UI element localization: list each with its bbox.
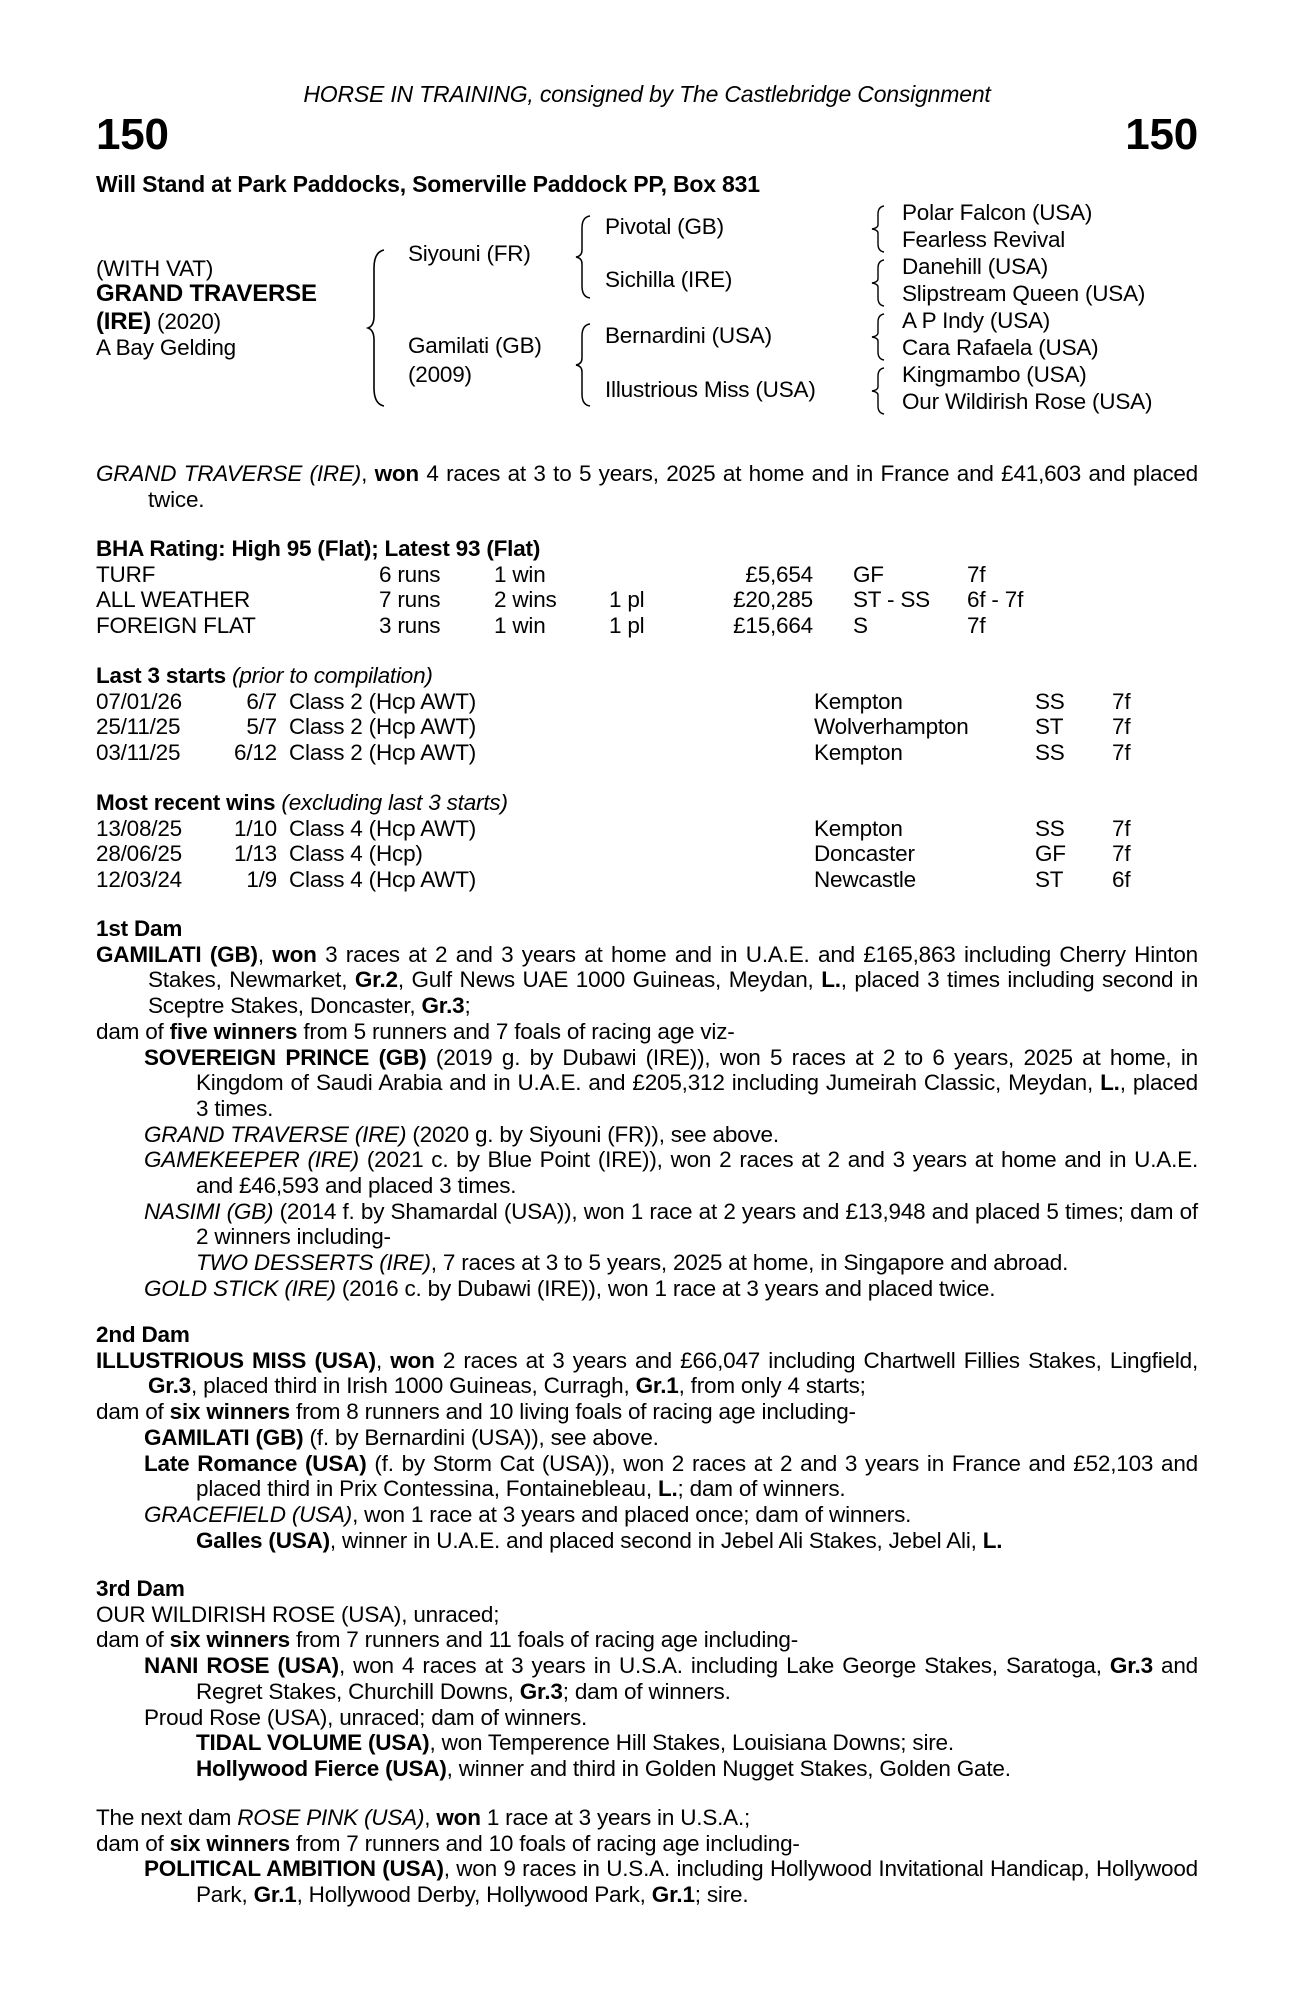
text: , from only 4 starts; [678,1373,866,1399]
text: from 7 runners and 11 foals of racing age including- [290,1627,799,1653]
position-cell: 1/9 [246,867,277,893]
bold-text: L. [657,1476,678,1502]
pedigree-brace-dam [574,322,594,408]
paragraph [96,1147,1198,1198]
course-cell: Newcastle [814,867,916,893]
text: dam of [96,1018,170,1044]
race-cell: Class 4 (Hcp AWT) [289,867,477,893]
bold-text: six winners [169,1399,290,1425]
going-cell: SS [1035,740,1065,766]
bold-text: six winners [169,1830,290,1856]
bold-text: Galles (USA) [196,1527,330,1553]
date-cell: 03/11/25 [96,740,181,766]
text: (f. by Bernardini (USA)), see above. [303,1424,659,1450]
dam-year: (2009) [408,362,472,387]
bold-text: won [374,461,419,486]
ancestor: Cara Rafaela (USA) [902,335,1099,360]
going-cell: ST [1035,867,1064,893]
distance-cell: 7f [1112,815,1131,841]
text: (2021 c. by Blue Point (IRE)), won 2 races at 2 and 3 years at home and in U.A.E. and £46,593 and placed 3 times. [196,1147,1198,1199]
position-cell: 1/13 [234,841,277,867]
bold-text: GAMILATI (GB) [96,941,258,967]
bold-text: Hollywood Fierce (USA) [196,1755,447,1781]
ancestor: Danehill (USA) [902,254,1048,279]
pedigree-brace-g4-3 [870,312,888,362]
distance-cell: 7f [1112,688,1131,714]
recent-wins-title: Most recent wins [96,790,276,815]
ancestor: Slipstream Queen (USA) [902,281,1146,306]
pedigree-brace-g4-2 [870,258,888,308]
sire-name: Siyouni (FR) [408,241,531,266]
third-dam-title: 3rd Dam [96,1576,185,1601]
surface-cell: TURF [96,561,156,587]
bold-text: Gr.1 [635,1373,679,1399]
recent-wins-note: (excluding last 3 starts) [275,790,508,815]
course-cell: Kempton [814,688,903,714]
paragraph [96,1045,1198,1122]
placed-cell: 1 pl [609,613,645,639]
prize-cell: £5,654 [745,561,813,587]
text: , won Temperence Hill Stakes, Louisiana Downs; sire. [429,1730,954,1756]
rating-row [96,613,1198,639]
bold-text: L. [821,967,841,993]
third-dam-body [96,1602,1198,1782]
text: and Regret Stakes, Churchill Downs, [196,1653,1198,1704]
wins-cell: 1 win [494,613,546,639]
distance-cell: 7f [967,561,986,587]
text: dam of [96,1830,170,1856]
surface-cell: ALL WEATHER [96,587,251,613]
paragraph [96,1856,1198,1907]
prize-cell: £15,664 [733,613,813,639]
going-cell: ST [1035,714,1064,740]
rating-title: BHA Rating: High 95 (Flat); Latest 93 (Flat) [96,536,541,561]
distance-cell: 7f [967,613,986,639]
italic-text: GRACEFIELD (USA) [144,1501,353,1527]
italic-text: GAMEKEEPER (IRE) [144,1147,359,1173]
text: , Hollywood Derby, Hollywood Park, [296,1882,652,1908]
dam-name: Gamilati (GB) [408,333,542,358]
bold-text: Gr.3 [421,993,465,1019]
text: , won 4 races at 3 years in U.S.A. including Lake George Stakes, Saratoga, [338,1653,1110,1679]
race-cell: Class 2 (Hcp AWT) [289,740,477,766]
text: , winner in U.A.E. and placed second in Jebel Ali Stakes, Jebel Ali, [329,1527,983,1553]
pedigree-brace-g4-4 [870,366,888,416]
text: from 7 runners and 10 foals of racing age including- [290,1830,800,1856]
text: , winner and third in Golden Nugget Stakes, Golden Gate. [446,1755,1011,1781]
paragraph [96,461,1198,512]
ancestor: A P Indy (USA) [902,308,1051,333]
text: (2016 c. by Dubawi (IRE)), won 1 race at 3 years and placed twice. [335,1275,996,1301]
text: The next dam [96,1805,238,1830]
text: , placed 3 times including second in Sceptre Stakes, Doncaster, [148,967,1199,1019]
bold-text: six winners [169,1627,290,1653]
text: ; sire. [694,1882,749,1908]
last-starts-section [96,663,1198,766]
paragraph [96,1653,1198,1704]
text: , 7 races at 3 to 5 years, 2025 at home, in Singapore and abroad. [430,1250,1069,1276]
bold-text: Gr.2 [354,967,398,993]
dam-sire: Bernardini (USA) [605,323,772,348]
paragraph [96,1502,1198,1528]
distance-cell: 6f [1112,867,1131,893]
sire-sire: Pivotal (GB) [605,214,724,239]
paragraph [96,1528,1198,1554]
text: 2 races at 3 years and £66,047 including Chartwell Fillies Stakes, Lingfield, [434,1347,1198,1373]
text: , won 9 races in U.S.A. including Hollywood Invitational Handicap, Hollywood Park, [196,1856,1198,1908]
text: (2019 g. by Dubawi (IRE)), won 5 races at 2 to 6 years, 2025 at home, in Kingdom of Saudi Arabia and in U.A.E. and £205,312 including Jumeirah Classic, Meydan, [196,1044,1198,1096]
bold-text: won [390,1347,435,1373]
paragraph [96,1756,1198,1782]
wins-cell: 2 wins [494,587,557,613]
last-starts-note: (prior to compilation) [225,663,433,688]
paragraph [96,1602,1198,1628]
race-summary [96,461,1198,512]
text: 3 races at 2 and 3 years at home and in U.A.E. and £165,863 including Cherry Hinton Stakes, Newmarket, [148,941,1198,993]
recent-wins-section [96,790,1198,893]
position-cell: 5/7 [246,714,277,740]
rating-row [96,562,1198,588]
italic-text: TWO DESSERTS (IRE) [196,1250,431,1276]
paragraph [96,1199,1198,1250]
runs-cell: 3 runs [379,613,441,639]
going-cell: SS [1035,688,1065,714]
runs-cell: 7 runs [379,587,441,613]
horse-description: A Bay Gelding [96,335,236,360]
paragraph [96,1451,1198,1502]
going-cell: GF [1035,841,1066,867]
win-row [96,867,1198,893]
bold-text: POLITICAL AMBITION (USA) [144,1856,444,1882]
course-cell: Doncaster [814,841,915,867]
bold-text: won [272,941,317,967]
distance-cell: 7f [1112,841,1131,867]
race-cell: Class 4 (Hcp) [289,841,423,867]
bold-text: Gr.3 [519,1678,563,1704]
text: OUR WILDIRISH ROSE (USA), unraced; [96,1601,500,1627]
wins-cell: 1 win [494,561,546,587]
text: , [375,1347,391,1373]
going-cell: GF [853,561,884,587]
next-dam-section [96,1805,1198,1908]
paragraph [96,1627,1198,1653]
horse-origin: (IRE) [96,308,151,335]
text: from 5 runners and 7 foals of racing age viz- [297,1018,735,1044]
dam-dam: Illustrious Miss (USA) [605,377,816,402]
bold-text: GAMILATI (GB) [144,1424,304,1450]
distance-cell: 7f [1112,714,1131,740]
italic-text: GOLD STICK (IRE) [144,1275,336,1301]
rating-row [96,587,1198,613]
first-dam-section [96,916,1198,1302]
pedigree-brace-g4-1 [870,204,888,254]
second-dam-body [96,1348,1198,1554]
text: 1 race at 3 years in U.S.A.; [480,1805,751,1830]
position-cell: 1/10 [234,815,277,841]
text: dam of [96,1399,170,1425]
pedigree-brace-main [366,248,390,408]
text: , placed 3 times. [196,1070,1198,1121]
text: from 8 runners and 10 living foals of racing age including- [290,1399,856,1425]
second-dam-title: 2nd Dam [96,1322,190,1347]
last-starts-title: Last 3 starts [96,663,226,688]
bold-text: L. [982,1527,1003,1553]
paragraph [96,1250,1198,1276]
italic-text: NASIMI (GB) [144,1198,274,1224]
distance-cell: 7f [1112,740,1131,766]
ancestor: Polar Falcon (USA) [902,200,1093,225]
date-cell: 13/08/25 [96,815,182,841]
date-cell: 07/01/26 [96,688,182,714]
going-cell: SS [1035,815,1065,841]
lot-number-left: 150 [96,110,169,159]
bold-text: ILLUSTRIOUS MISS (USA) [96,1347,376,1373]
horse-name: GRAND TRAVERSE [96,280,317,307]
paragraph [96,1425,1198,1451]
paragraph [96,1805,1198,1831]
paragraph [96,1348,1198,1399]
start-row [96,714,1198,740]
text: , won 1 race at 3 years and placed once; dam of winners. [352,1501,912,1527]
first-dam-title: 1st Dam [96,916,183,941]
text: , placed third in Irish 1000 Guineas, Curragh, [190,1373,636,1399]
rating-section [96,536,1198,639]
course-cell: Wolverhampton [814,714,969,740]
prize-cell: £20,285 [733,587,813,613]
text: , Gulf News UAE 1000 Guineas, Meydan, [397,967,822,993]
race-cell: Class 2 (Hcp AWT) [289,688,477,714]
bold-text: five winners [169,1018,298,1044]
race-cell: Class 4 (Hcp AWT) [289,815,477,841]
course-cell: Kempton [814,740,903,766]
consignment-tagline: HORSE IN TRAINING, consigned by The Castlebridge Consignment [303,81,991,107]
second-dam-section [96,1322,1198,1553]
distance-cell: 6f - 7f [967,587,1024,613]
bold-text: SOVEREIGN PRINCE (GB) [144,1044,427,1070]
paragraph [96,942,1198,1019]
ancestor: Kingmambo (USA) [902,362,1087,387]
sire-dam: Sichilla (IRE) [605,267,733,292]
vat-note: (WITH VAT) [96,256,214,281]
win-row [96,816,1198,842]
bold-text: Gr.1 [651,1882,695,1908]
bold-text: Late Romance (USA) [144,1450,367,1476]
bold-text: NANI ROSE (USA) [144,1653,339,1679]
paragraph [96,1122,1198,1148]
bold-text: Gr.3 [1109,1653,1153,1679]
going-cell: S [853,613,868,639]
text: ; dam of winners. [562,1678,731,1704]
bold-text: L. [1100,1070,1120,1096]
paragraph [96,1730,1198,1756]
placed-cell [609,562,709,588]
race-cell: Class 2 (Hcp AWT) [289,714,477,740]
text: , [361,461,375,486]
text: ; dam of winners. [677,1476,846,1502]
runs-cell: 6 runs [379,561,441,587]
position-cell: 6/12 [234,740,277,766]
start-row [96,689,1198,715]
text: 4 races at 3 to 5 years, 2025 at home and in France and £41,603 and placed twice. [148,461,1199,512]
date-cell: 25/11/25 [96,714,181,740]
text: (f. by Storm Cat (USA)), won 2 races at 2 and 3 years in France and £52,103 and placed third in Prix Contessina, Fontainebleau, [196,1450,1198,1502]
text: , [257,941,273,967]
paragraph [96,1276,1198,1302]
italic-text: GRAND TRAVERSE (IRE) [96,461,362,486]
pedigree-brace-sire [574,214,594,300]
third-dam-section [96,1576,1198,1782]
position-cell: 6/7 [246,688,277,714]
italic-text: GRAND TRAVERSE (IRE) [144,1121,407,1147]
bold-text: TIDAL VOLUME (USA) [196,1730,430,1756]
placed-cell: 1 pl [609,587,645,613]
course-cell: Kempton [814,815,903,841]
bold-text: Gr.1 [253,1882,297,1908]
start-row [96,740,1198,766]
paragraph [96,1019,1198,1045]
date-cell: 12/03/24 [96,867,182,893]
text: , [424,1805,437,1830]
ancestor: Fearless Revival [902,227,1066,252]
bold-text: Gr.3 [148,1373,191,1399]
bold-text: won [436,1805,481,1830]
text: (2020 g. by Siyouni (FR)), see above. [406,1121,779,1147]
text: ; [464,993,471,1019]
win-row [96,841,1198,867]
paragraph [96,1705,1198,1731]
ancestor: Our Wildirish Rose (USA) [902,389,1153,414]
text: (2014 f. by Shamardal (USA)), won 1 race at 2 years and £13,948 and placed 5 times; dam of 2 winners including- [196,1198,1198,1250]
going-cell: ST - SS [853,587,930,613]
paragraph [96,1399,1198,1425]
lot-number-right: 150 [1125,110,1198,159]
surface-cell: FOREIGN FLAT [96,613,256,639]
stabling-location: Will Stand at Park Paddocks, Somerville Paddock PP, Box 831 [96,171,760,197]
horse-year: (2020) [151,309,221,334]
italic-text: ROSE PINK (USA) [237,1805,425,1830]
date-cell: 28/06/25 [96,841,182,867]
text: dam of [96,1627,170,1653]
first-dam-body [96,942,1198,1302]
text: Proud Rose (USA), unraced; dam of winners. [144,1704,588,1730]
paragraph [96,1831,1198,1857]
